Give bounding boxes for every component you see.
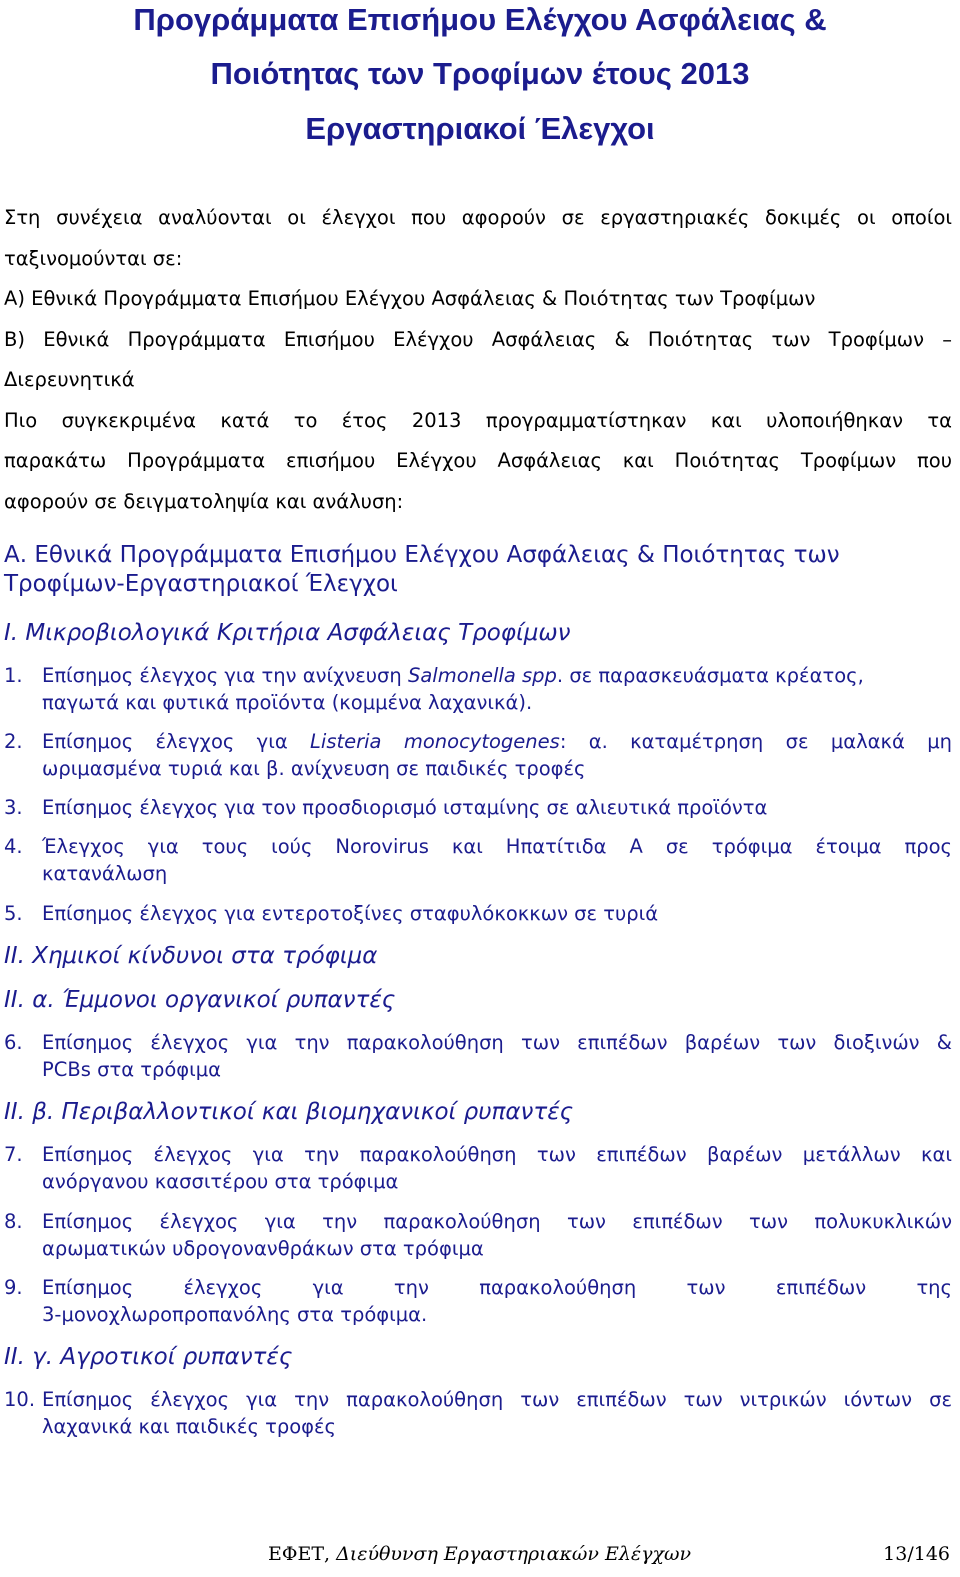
intro-line: Στη συνέχεια αναλύονται οι έλεγχοι που αφορούν σε εργαστηριακές δοκιμές οι οποίοι [4, 206, 952, 229]
item-number: 3. [4, 796, 23, 819]
intro-item-b: Β) Εθνικά Προγράμματα Επισήμου Ελέγχου Ασφάλειας & Ποιότητας των Τροφίμων – [4, 327, 952, 351]
item-text: Επίσημος έλεγχος για τον προσδιορισμό ισταμίνης σε αλιευτικά προϊόντα [42, 796, 768, 819]
item-text: Επίσημος έλεγχος για [42, 730, 311, 753]
intro-item-a: Α) Εθνικά Προγράμματα Επισήμου Ελέγχου Ασφάλειας & Ποιότητας των Τροφίμων [4, 287, 816, 310]
item-text: Επίσημος έλεγχος για εντεροτοξίνες σταφυλόκοκκων σε τυριά [42, 902, 659, 925]
item-text: ωριμασμένα τυριά και β. ανίχνευση σε παιδικές τροφές [42, 757, 586, 780]
intro-paragraph [4, 198, 952, 522]
species-name: Listeria monocytogenes [310, 730, 560, 753]
item-number: 6. [4, 1031, 23, 1054]
document-title-line-2: Ποιότητας των Τροφίμων έτους 2013 [210, 56, 750, 91]
item-text: κατανάλωση [42, 862, 168, 885]
item-text: Επίσημος έλεγχος για την παρακολούθηση των επιπέδων βαρέων των διοξινών & [42, 1031, 952, 1054]
section-a-heading [4, 541, 952, 599]
intro-line: αφορούν σε δειγματοληψία και ανάλυση: [4, 489, 404, 513]
item-text: Επίσημος έλεγχος για την ανίχνευση [42, 664, 408, 687]
footer-department [268, 1542, 691, 1566]
item-number: 10. [4, 1388, 36, 1411]
item-number: 4. [4, 835, 23, 858]
footer-dept: Διεύθυνση Εργαστηριακών Ελέγχων [336, 1543, 692, 1565]
subsection-ii-a-heading: ΙΙ. α. Έμμονοι οργανικοί ρυπαντές [4, 987, 396, 1013]
item-text: Επίσημος έλεγχος για την παρακολούθηση των επιπέδων βαρέων μετάλλων και [42, 1143, 952, 1166]
item-text: Έλεγχος για τους ιούς Norovirus και Ηπατίτιδα Α σε τρόφιμα έτοιμα προς [42, 835, 952, 858]
intro-line: Διερευνητικά [4, 368, 135, 391]
section-a-heading-line: Τροφίμων-Εργαστηριακοί Έλεγχοι [4, 571, 398, 597]
section-a-heading-line: Α. Εθνικά Προγράμματα Επισήμου Ελέγχου Ασφάλειας & Ποιότητας των [4, 542, 840, 568]
item-number: 5. [4, 902, 23, 925]
subsection-ii-heading: ΙΙ. Χημικοί κίνδυνοι στα τρόφιμα [4, 943, 378, 969]
item-number: 1. [4, 664, 23, 687]
intro-line: παρακάτω Προγράμματα επισήμου Ελέγχου Ασφάλειας και Ποιότητας Τροφίμων που [4, 449, 952, 472]
item-number: 8. [4, 1210, 23, 1233]
item-text: 3-μονοχλωροπροπανόλης στα τρόφιμα. [42, 1303, 428, 1326]
subsection-ii-c-heading: ΙΙ. γ. Αγροτικοί ρυπαντές [4, 1344, 293, 1370]
document-title-line-1: Προγράμματα Επισήμου Ελέγχου Ασφάλειας & [133, 2, 827, 37]
subsection-i-heading: Ι. Μικροβιολογικά Κριτήρια Ασφάλειας Τροφίμων [4, 620, 571, 646]
intro-line: ταξινομούνται σε: [4, 246, 183, 270]
item-text: λαχανικά και παιδικές τροφές [42, 1415, 336, 1438]
page-number: 13/146 [883, 1543, 950, 1565]
intro-line: Πιο συγκεκριμένα κατά το έτος 2013 προγραμματίστηκαν και υλοποιήθηκαν τα [4, 408, 952, 432]
item-text: αρωματικών υδρογονανθράκων στα τρόφιμα [42, 1237, 484, 1260]
item-number: 7. [4, 1143, 23, 1166]
item-text: : α. καταμέτρηση σε μαλακά μη [559, 730, 952, 753]
footer-org: ΕΦΕΤ, [268, 1543, 337, 1565]
subsection-ii-b-heading: ΙΙ. β. Περιβαλλοντικοί και βιομηχανικοί ρυπαντές [4, 1099, 574, 1125]
item-text: Επίσημος έλεγχος για την παρακολούθηση των επιπέδων των νιτρικών ιόντων σε [42, 1388, 952, 1411]
item-text: Επίσημος έλεγχος για την παρακολούθηση των επιπέδων της [42, 1276, 952, 1299]
item-text: παγωτά και φυτικά προϊόντα (κομμένα λαχανικά). [42, 691, 533, 714]
document-title-line-3: Εργαστηριακοί Έλεγχοι [305, 111, 655, 146]
item-text: ανόργανου κασσιτέρου στα τρόφιμα [42, 1170, 399, 1193]
item-text: Επίσημος έλεγχος για την παρακολούθηση των επιπέδων των πολυκυκλικών [42, 1210, 952, 1233]
item-number: 9. [4, 1276, 23, 1299]
item-number: 2. [4, 730, 23, 753]
item-text: . σε παρασκευάσματα κρέατος, [556, 664, 864, 687]
item-text: PCBs στα τρόφιμα [42, 1058, 222, 1081]
species-name: Salmonella spp [407, 664, 557, 687]
